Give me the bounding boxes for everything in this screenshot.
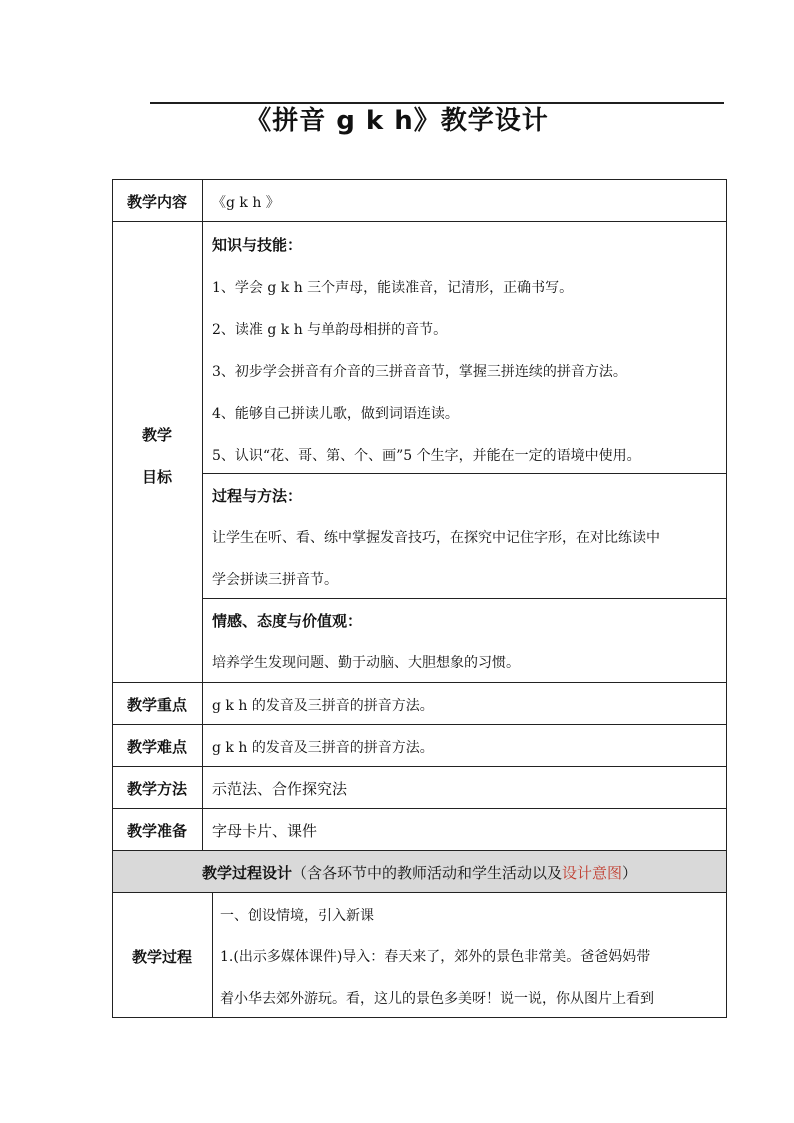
knowledge-item: 3、初步学会拼音有介音的三拼音音节，掌握三拼连续的拼音方法。 [212,364,627,380]
content-value: 《g k h 》 [212,195,280,211]
key-points-label: 教学重点 [126,696,187,714]
emotion-heading: 情感、态度与价值观： [212,612,363,630]
goals-label-line2: 目标 [141,468,172,486]
row-divider [112,724,727,725]
row-divider [202,473,727,474]
row-divider [112,808,727,809]
row-divider [112,682,727,683]
process-label: 教学过程 [131,948,192,966]
knowledge-item: 5、认识“花、哥、第、个、画”5 个生字，并能在一定的语境中使用。 [212,448,641,464]
row-divider [112,766,727,767]
goals-label-line1: 教学 [141,426,172,444]
process-heading: 过程与方法： [212,487,303,505]
preparation-label: 教学准备 [126,822,187,840]
emotion-text: 培养学生发现问题、勤于动脑、大胆想象的习惯。 [212,655,520,671]
row-divider [112,221,727,222]
knowledge-item: 4、能够自己拼读儿歌，做到词语连读。 [212,406,459,422]
design-header-bold: 教学过程设计 [201,864,292,882]
design-intent-text: 设计意图 [562,864,623,882]
process-line: 学会拼读三拼音节。 [212,572,338,588]
design-header [113,862,726,883]
row-divider [112,892,727,893]
difficulties-label: 教学难点 [126,738,187,756]
column-divider [212,892,213,1018]
knowledge-item: 2、读准 g k h 与单韵母相拼的音节。 [212,322,448,338]
design-header-tail: ） [622,864,638,882]
process-section-heading: 一、创设情境，引入新课 [220,908,374,924]
process-line: 1.(出示多媒体课件)导入：春天来了，郊外的景色非常美。爸爸妈妈带 [220,949,651,965]
knowledge-heading: 知识与技能： [212,236,303,254]
key-points-value: g k h 的发音及三拼音的拼音方法。 [212,698,434,714]
knowledge-item: 1、学会 g k h 三个声母，能读准音，记清形，正确书写。 [212,280,574,296]
process-line: 让学生在听、看、练中掌握发音技巧，在探究中记住字形，在对比练读中 [212,530,660,546]
process-line: 着小华去郊外游玩。看，这儿的景色多美呀！说一说，你从图片上看到 [220,991,654,1007]
methods-label: 教学方法 [126,780,187,798]
design-header-text: （含各环节中的教师活动和学生活动以及 [291,864,562,882]
row-divider [112,850,727,851]
methods-value: 示范法、合作探究法 [212,780,348,798]
row-divider [202,598,727,599]
page-title: 《拼音 g k h》教学设计 [245,106,549,136]
column-divider [202,179,203,850]
content-label: 教学内容 [126,193,187,211]
preparation-value: 字母卡片、课件 [212,822,318,840]
difficulties-value: g k h 的发音及三拼音的拼音方法。 [212,740,434,756]
